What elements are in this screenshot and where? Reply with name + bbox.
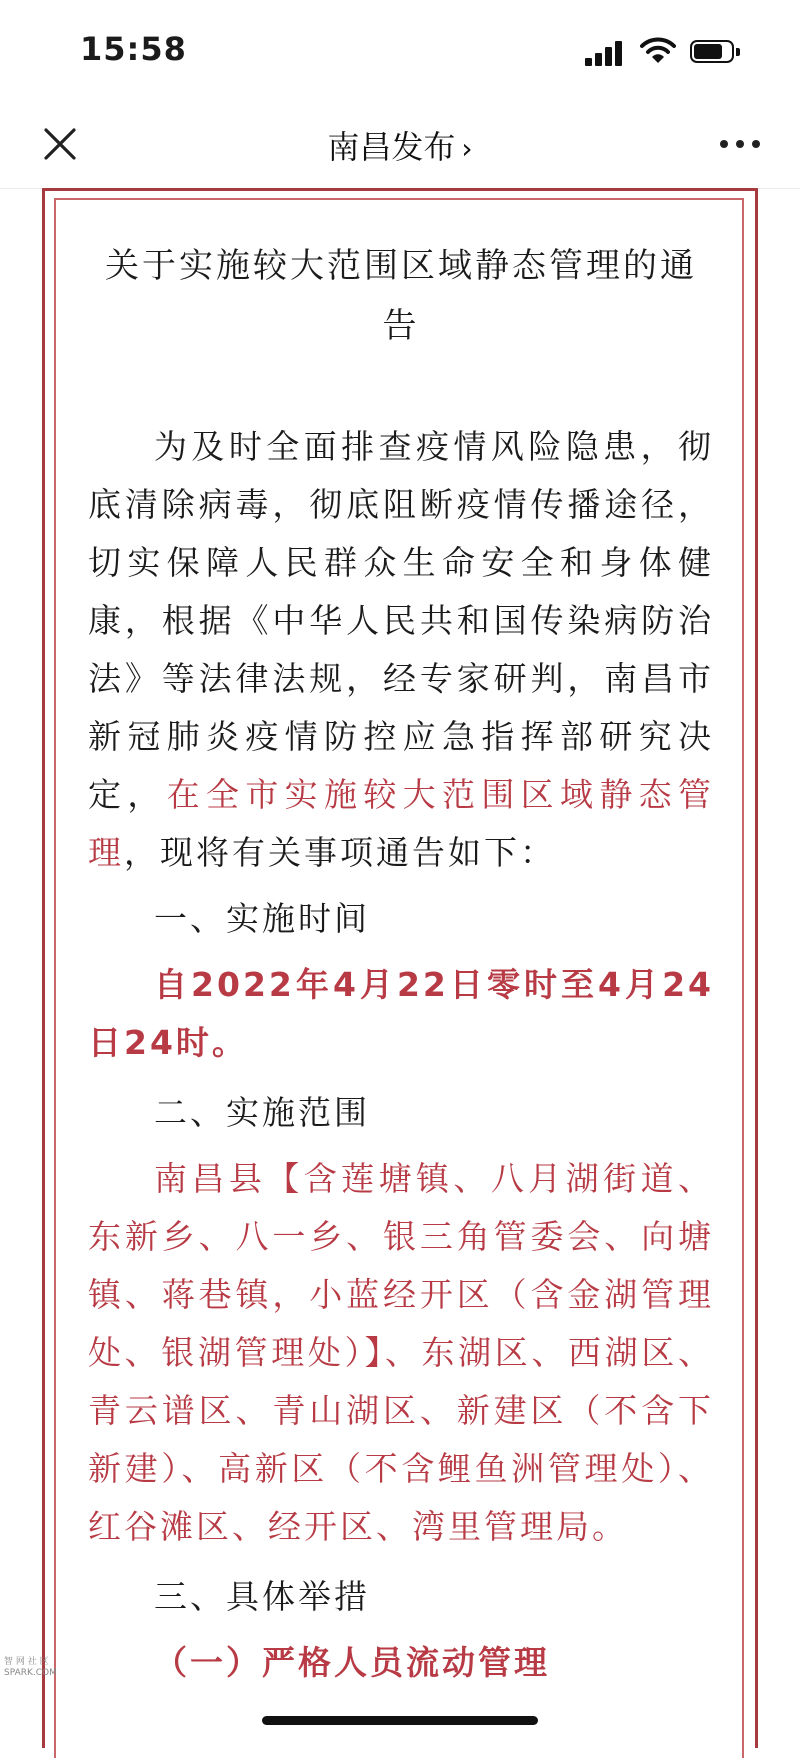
subsection-heading: （一）严格人员流动管理 — [154, 1643, 550, 1682]
intro-text-end: ，现将有关事项通告如下： — [124, 833, 556, 872]
section-body-scope: 南昌县【含莲塘镇、八月湖街道、东新乡、八一乡、银三角管委会、向塘镇、蒋巷镇，小蓝经开区（含金湖管理处、银湖管理处）】、东湖区、西湖区、青云谱区、青山湖区、新建区（不含下新建）、高新区（不含鲤鱼洲管理处）、红谷滩区、经开区、湾里管理局。 — [88, 1159, 714, 1546]
account-name: 南昌发布 — [327, 128, 456, 166]
section-heading-time: 一、实施时间 — [154, 899, 370, 938]
chevron-right-icon: › — [461, 132, 473, 165]
watermark-line2: SPARK.COM — [4, 1668, 57, 1678]
intro-text: 为及时全面排查疫情风险隐患，彻底清除病毒，彻底阻断疫情传播途径，切实保障人民群众生命安全和身体健康，根据《中华人民共和国传染病防治法》等法律法规，经专家研判，南昌市新冠肺炎疫情防控应急指挥部研究决定， — [88, 427, 714, 814]
watermark — [4, 1657, 57, 1679]
intro-highlight: 在全市实施较大范围区域静态管理 — [88, 775, 715, 872]
nav-bar — [0, 100, 800, 189]
status-time: 15:58 — [80, 30, 187, 68]
watermark-line1: 智 网 社 区 — [4, 1657, 49, 1667]
article-title: 关于实施较大范围区域静态管理的通告 — [105, 246, 697, 346]
intro-paragraph — [88, 418, 714, 882]
section-heading-measures: 三、具体举措 — [154, 1577, 370, 1616]
article-body — [88, 236, 714, 1692]
battery-icon — [690, 40, 742, 65]
signal-icon — [585, 40, 627, 66]
section-heading-scope: 二、实施范围 — [154, 1093, 370, 1132]
home-indicator[interactable] — [262, 1716, 538, 1725]
more-icon[interactable] — [718, 130, 762, 160]
section-body-time: 自2022年4月22日零时至4月24日24时。 — [88, 965, 714, 1062]
status-bar — [0, 0, 800, 100]
wifi-icon — [640, 36, 676, 66]
account-title-link[interactable] — [0, 122, 800, 168]
